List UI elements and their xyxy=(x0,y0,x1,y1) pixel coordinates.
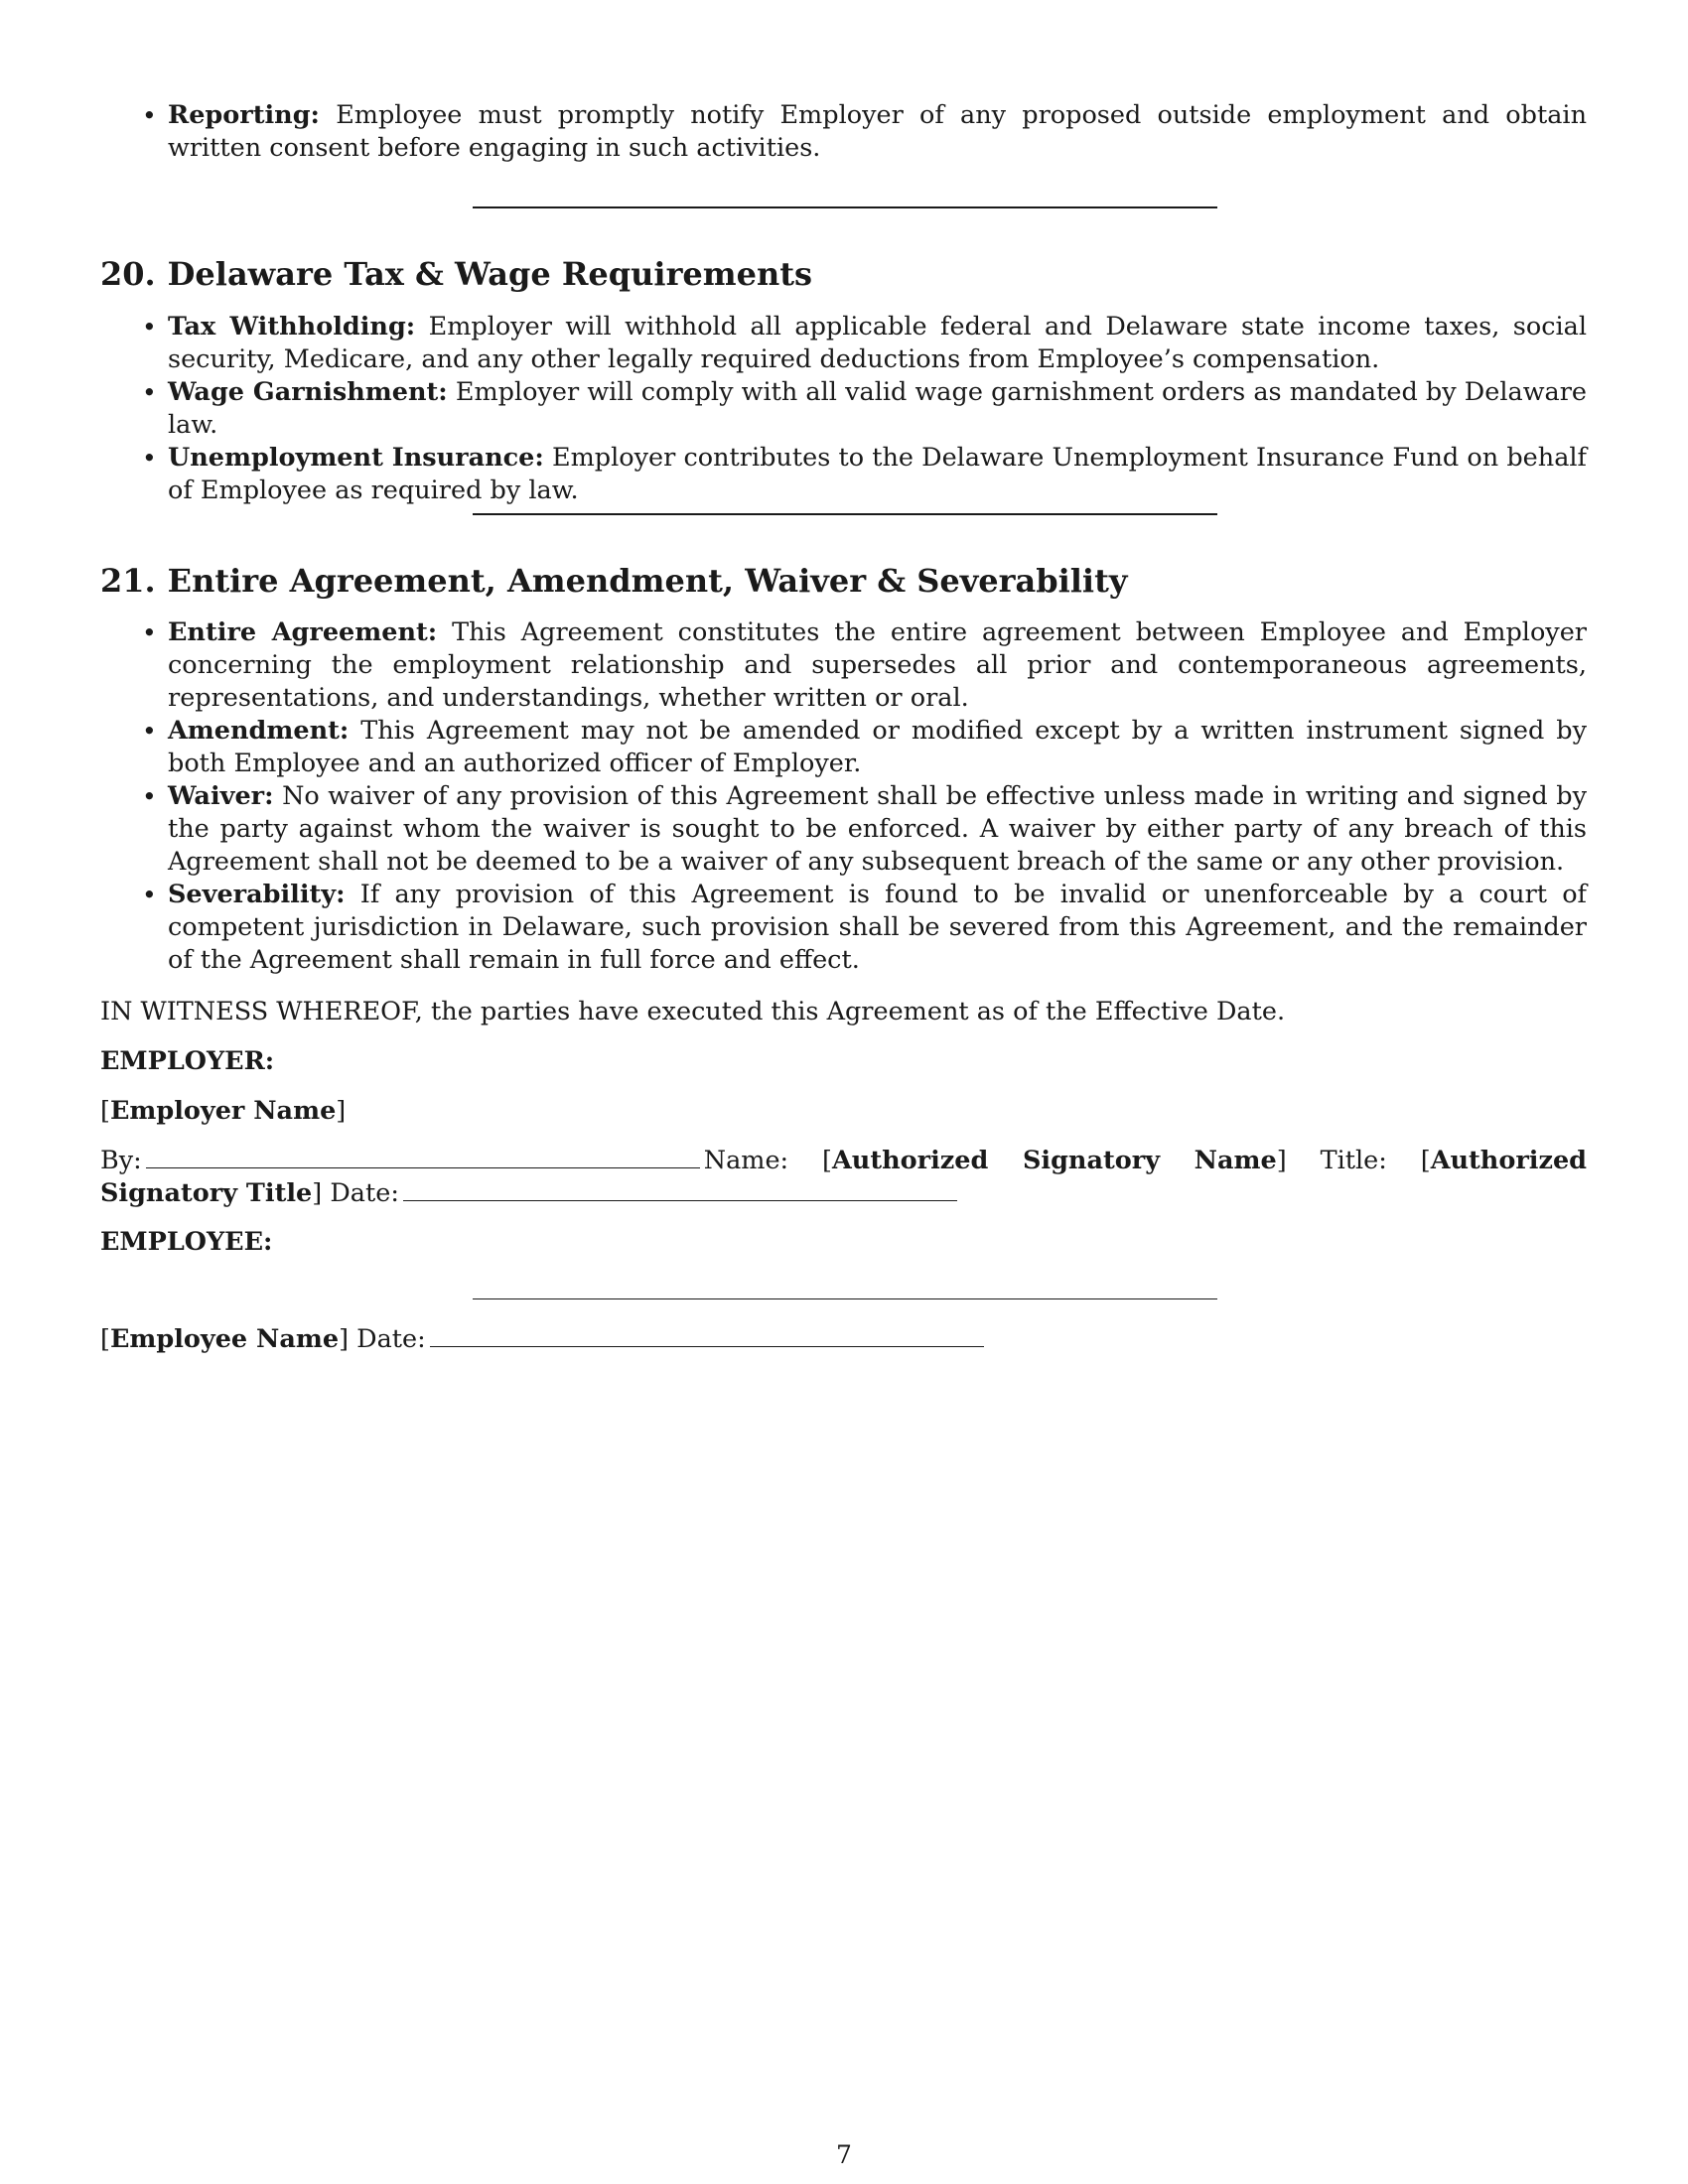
employee-name-line: [Employee Name] Date: xyxy=(100,1323,1587,1356)
bullet-icon: • xyxy=(142,782,157,811)
item-text: Employer contributes to the Delaware Unemployment Insurance Fund on behalf of Employee as required by law. xyxy=(168,443,1587,505)
item-text: No waiver of any provision of this Agreement shall be effective unless made in writing and signed by the party against whom the waiver is sought to be enforced. A waiver by either party of any breach of this Agreement shall not be deemed to be a waiver of any subsequent breach of the same or any other provision. xyxy=(168,781,1587,877)
employer-name: Employer Name xyxy=(109,1096,337,1126)
list-item xyxy=(100,780,1587,879)
item-label: Waiver: xyxy=(168,781,274,811)
item-label: Severability: xyxy=(168,880,346,909)
date-label: Date: xyxy=(330,1178,399,1208)
employer-signature-line: By: Name: [Authorized Signatory Name] Title: [Authorized Signatory Title] Date: xyxy=(100,1146,1588,1208)
employee-date-field[interactable] xyxy=(430,1324,984,1347)
item-text: Employer will withhold all applicable federal and Delaware state income taxes, social security, Medicare, and any other legally required deductions from Employee’s compensation. xyxy=(168,312,1587,374)
employee-name: Employee Name xyxy=(109,1324,340,1354)
title-label: Title: xyxy=(1320,1146,1387,1175)
item-label: Tax Withholding: xyxy=(168,312,416,341)
bullet-icon: • xyxy=(142,881,157,909)
item-label: Unemployment Insurance: xyxy=(168,443,544,473)
name-label: Name: xyxy=(703,1146,789,1175)
signatory-title: Authorized Signatory Title xyxy=(100,1146,1588,1208)
item-text: This Agreement may not be amended or modified except by a written instrument signed by both Employee and an authorized officer of Employer. xyxy=(168,716,1587,778)
item-label: Reporting: xyxy=(168,100,320,130)
employer-date-field[interactable] xyxy=(403,1178,957,1201)
list-item xyxy=(100,879,1587,977)
section-21-heading xyxy=(100,561,1127,601)
reporting-list xyxy=(100,99,1587,165)
list-item xyxy=(100,99,1587,165)
section-title: Delaware Tax & Wage Requirements xyxy=(167,255,813,293)
bullet-icon: • xyxy=(142,378,157,407)
by-label: By: xyxy=(100,1146,142,1175)
item-text: If any provision of this Agreement is found to be invalid or unenforceable by a court of competent jurisdiction in Delaware, such provision shall be severed from this Agreement, and the remainder of the Agreement shall remain in full force and effect. xyxy=(168,880,1587,975)
section-21-list xyxy=(100,616,1587,977)
list-item xyxy=(100,715,1587,780)
item-text: Employer will comply with all valid wage garnishment orders as mandated by Delaware law. xyxy=(168,377,1588,440)
list-item xyxy=(100,616,1587,715)
page-number: 7 xyxy=(836,2140,852,2169)
witness-clause: IN WITNESS WHEREOF, the parties have executed this Agreement as of the Effective Date. xyxy=(100,997,1286,1026)
signatory-name: Authorized Signatory Name xyxy=(832,1146,1277,1175)
section-divider xyxy=(473,206,1217,208)
list-item xyxy=(100,442,1587,507)
employer-signature-field[interactable] xyxy=(146,1146,700,1168)
section-20-list xyxy=(100,311,1587,507)
bullet-icon: • xyxy=(142,313,157,341)
item-label: Wage Garnishment: xyxy=(168,377,448,407)
item-text: Employee must promptly notify Employer of any proposed outside employment and obtain written consent before engaging in such activities. xyxy=(168,100,1587,163)
bullet-icon: • xyxy=(142,101,157,130)
bullet-icon: • xyxy=(142,444,157,473)
list-item xyxy=(100,376,1587,442)
employee-date-label: Date: xyxy=(356,1324,426,1354)
section-title: Entire Agreement, Amendment, Waiver & Severability xyxy=(167,562,1128,600)
employee-signature-field[interactable] xyxy=(473,1298,1217,1299)
item-label: Amendment: xyxy=(168,716,350,746)
document-page xyxy=(100,0,1587,2184)
employer-name-line: [Employer Name] xyxy=(100,1096,347,1126)
employee-heading xyxy=(100,1226,1587,1259)
list-item xyxy=(100,311,1587,376)
section-divider xyxy=(473,513,1217,515)
section-20-heading xyxy=(100,254,812,294)
bullet-icon: • xyxy=(142,717,157,746)
bullet-icon: • xyxy=(142,618,157,647)
section-number: 20. xyxy=(100,255,156,293)
employer-heading xyxy=(100,1045,1587,1078)
section-number: 21. xyxy=(100,562,156,600)
employee-heading-text: EMPLOYEE: xyxy=(100,1227,273,1257)
employer-heading-text: EMPLOYER: xyxy=(100,1046,275,1076)
item-text: This Agreement constitutes the entire agreement between Employee and Employer concerning the employment relationship and supersedes all prior and contemporaneous agreements, representations, and understandings, whether written or oral. xyxy=(168,617,1587,713)
item-label: Entire Agreement: xyxy=(168,617,438,647)
